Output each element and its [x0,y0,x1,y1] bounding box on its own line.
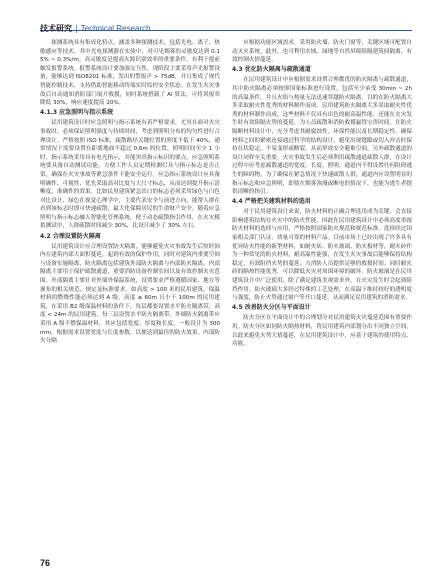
body-paragraph: 民用建筑设计时应急照明与指示系统有着严格要求，尤其在面对火灾事故时，必须保证照明强度与持续时间，考虑到照明分布的均匀性进行合理设计，严格按照 ISO 标准，疏散路径关键位置的照度不低于 40%，通常情况下需要设置在距离地面不超过 0.6m 的位置，照明时间至少 1 小时。指示系统采用具有电光指示，并能突出指示标识的要点，应急照明系统要具备自动测试功能，方便工作人员定期检测灯具与指示标志是否正常，确保在火灾事故等紧急条件下能安全运行。应急指示系统设计应具备明确性、可视性，优先采取高对比度与大尺寸标志，从而达到提升指示清晰度，准确性的效果。比如民用建筑紧急出口的标志必须采用绿色与白色对比设计，绿色在视觉心理学中，主要代表安全与前进方向，能帮人群在看到该标志时即可快速疏散，最大化保障居民的生命财产安全。随着应急照明与指示标志融入智能化管理系统，便于动态疏散指引作用，在火灾模拟测试中，人群疏散时间减少 30%，比设计减少了 30% 左右。 [40,120,220,230]
header-section-en: Technical Research [80,24,151,33]
left-column [40,39,220,551]
header-separator: | [75,24,78,33]
body-paragraph: 在民用建筑设计中应根据需求设置合理都优的防火隔离与疏散通道，其中防火隔离必须按照国家标准进行设置，包括至少承受 30min ~ 2h 的高温条件，并且火焰与热量无法迅速穿越防火隔离，目的在防火隔离大多采取耐火性优秀的材料制作而成。民用建筑防火隔离大多采取耐火性优秀的材料制作而成，这些材料不仅具有出色的耐高温性能，还能在火灾发生时有效阻隔火势的蔓延，为人员疏散和消防救援赢得宝贵时间。在防火隔断材料设计中，充分考虑其耐腐蚀性、环保性能以及长期稳定性，确保材料之间的紧密连接通过科学的结构设计，避免出现缝隙或切入冲击时保持在状稳定，不易变形或断裂，从而形成安全避难空间。另外疏散通道的设计同样至关重要，火灾事故发生后必须利用疏散通道疏散人群，在设计过程中应考虑疏散通道的宽度、长度、照明、通道内不得设置任何阻碍逃生的障碍物，为了确保在紧急情况下快速疏散人群，通道内应设置明显的指示标志和应急照明，即使在烟雾弥漫或断电的情况下，也能为逃生者提供清晰的指引。 [232,77,412,196]
section-heading: 4.3 优化防火隔离与疏散通道 [232,66,311,74]
section-heading: 4.1.3 应急照明与指示系统 [40,109,114,117]
section-heading: 4.2 合理设置防火隔离 [40,232,101,240]
body-paragraph: 民用建筑设计应合理设置防火隔离，能够避免火灾事故发生后短时间内在建筑内部大面积蔓延，起到有效的保护作用，同时对建筑内重要空间与设备实施隔离，防火隔离包括建筑外部防火隔离与内部防火隔离。内部隔离主要用于保护疏散通道、重要消防设备控制室间以及有效控制火灾范围。外部隔离主要针对外墙外保温系统，设置要求严格遵循国家、地方等颁布的相关规范、规定及标准要求。如高度 > 100 米的民用建筑，保温材料的燃烧性能必须达到 A 级，高度 ≥ 60m 且小于 100m 的民用建筑，在采用 B2 级保温材料的条件下，每层都要设置水平防火隔离带，高度 < 24m 的民用建筑，每三层设置水平防火隔离带。外墙防火隔离带应采用 A 级不燃保温材料，其应包括宽度、厚度和长度，一般设计为 300mm，根据需求设置宽度与长度参数，以便达到最佳的防火效果。内部防火分隔 [40,243,220,345]
section-heading: 4.5 改善防火分区与平面设计 [232,304,311,312]
body-paragraph: 防火分区在平面设计中的合理划分对民用建筑火灾蔓延范围有重要作用。防火分区如同防火隔热材料，将民用建筑内部划分出不同独立空间，以此来避免火势大情蔓延，在民用建筑设计中，应基于建筑的使用特点、功能、 [232,315,412,348]
header-section-cn: 技术研究 [40,24,72,33]
section-heading: 4.4 严格把关建筑材料的选用 [232,198,311,206]
body-paragraph: 应根据功能区域需求，采用防火墙、防火门窗等，关键区域可配置自动灭火系统，此外，也可利用水域、绿地等自然屏障阻隔建筑间隔离，有效控制火情蔓延。 [232,40,412,64]
body-paragraph: 探测系统具有集成化特点，涵盖多种探测技术，包括光电、离子、热敏感应等技术，其中光电探测器在实验中，对可见烟雾的灵敏度达到 0.15% ~ 0.3%/m。高灵敏度是提高火源识别效率的重要条件，有利于提前触发报警系统。报警系统设计要加强交互性，现阶段主要采用声光报警设备，能够达到 ISO8201 标准，发出的警报声 > 75dB，并且集成了现代智能控制技术，支持借助智能移动终端实时监控安全状态。在发生火灾事故后自动通知消防部门展开救援，同时系统搭载了 AI 算法，可将误报率降低 30%，响应速度提高 20%。 [40,40,220,107]
page-number: 76 [40,558,51,568]
right-column [232,39,412,551]
body-paragraph: 对于民用建筑设计来说，防火材料的正确合理选用成为关键，会直接影响建筑结构在火灾中的防火性能，因此在民用建筑设计中必须高度重视防火材料的选择与应用，严格按照国家防火规范和规范标准，选择经过国家相关部门认证、质量可靠的材料产品。目前市场上已经出现了许多具有优异防火性能的新型材料，如耐火砖、防火玻璃、防火板材等，耐火砖作为一种常见的防火材料，耐高温性能强，在发生火灾事故后能够保持结构稳定，有效阻挡火势的蔓延；方消防人员提供足够的救援时间。同时耐火砖的隔热性能优秀，可以降低火灾对周围环境的破坏。防火玻璃是在民用建筑设计中广泛使用，除了满足建筑美观需求外，在火灾发生时会起到阻挡作用。防火玻璃大多经过特殊的工艺处理，在高温下维持较好的透明度与强度，防止火势通过窗户等开口蔓延，从而满足民用建筑的消防需求。 [232,209,412,302]
running-header [40,16,412,31]
